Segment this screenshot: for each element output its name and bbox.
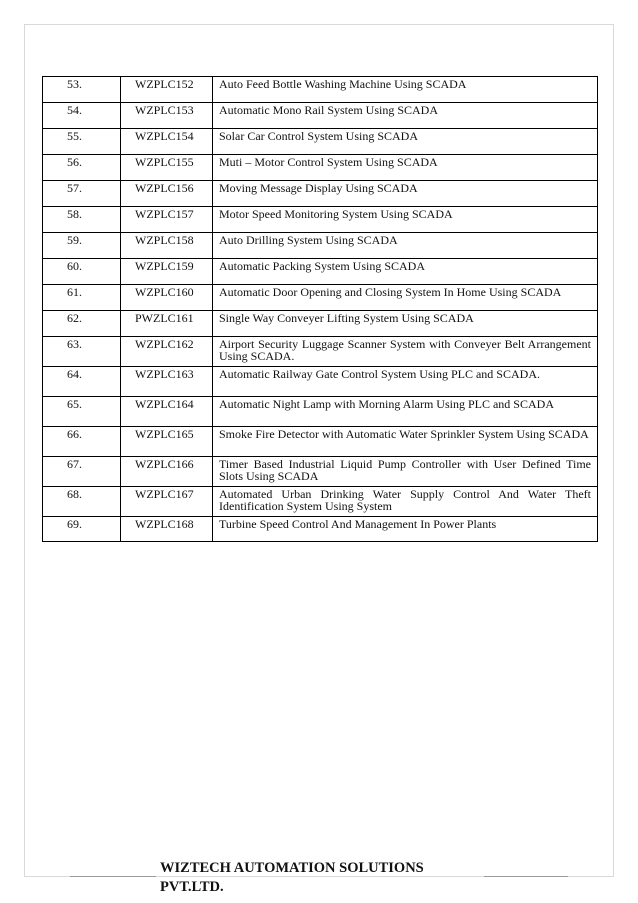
- row-number: 54.: [43, 103, 121, 129]
- project-title: Airport Security Luggage Scanner System with Conveyer Belt Arrangement Using SCADA.: [213, 337, 598, 367]
- footer-company-name: [160, 859, 460, 897]
- row-number: 65.: [43, 397, 121, 427]
- project-title: Moving Message Display Using SCADA: [213, 181, 598, 207]
- project-code: WZPLC152: [121, 77, 213, 103]
- footer-company-line2: PVT.LTD.: [160, 879, 224, 895]
- table-row: [43, 129, 598, 155]
- project-title: Automated Urban Drinking Water Supply Control And Water Theft Identification System Using System: [213, 487, 598, 517]
- footer-divider-left: [70, 876, 156, 877]
- row-number: 69.: [43, 517, 121, 542]
- table-row: [43, 311, 598, 337]
- row-number: 55.: [43, 129, 121, 155]
- project-title: Muti – Motor Control System Using SCADA: [213, 155, 598, 181]
- project-code: WZPLC159: [121, 259, 213, 285]
- table-row: [43, 285, 598, 311]
- table-row: [43, 427, 598, 457]
- project-title: Auto Drilling System Using SCADA: [213, 233, 598, 259]
- project-code: WZPLC160: [121, 285, 213, 311]
- project-title: Auto Feed Bottle Washing Machine Using SCADA: [213, 77, 598, 103]
- table-row: [43, 367, 598, 397]
- project-code: WZPLC163: [121, 367, 213, 397]
- row-number: 64.: [43, 367, 121, 397]
- project-code: WZPLC154: [121, 129, 213, 155]
- project-title: Turbine Speed Control And Management In Power Plants: [213, 517, 598, 542]
- project-title: Automatic Mono Rail System Using SCADA: [213, 103, 598, 129]
- table-row: [43, 487, 598, 517]
- table-row: [43, 155, 598, 181]
- project-title: Automatic Packing System Using SCADA: [213, 259, 598, 285]
- project-code: WZPLC167: [121, 487, 213, 517]
- project-title: Motor Speed Monitoring System Using SCADA: [213, 207, 598, 233]
- project-code: WZPLC166: [121, 457, 213, 487]
- project-code: WZPLC153: [121, 103, 213, 129]
- table-row: [43, 233, 598, 259]
- project-title: Automatic Door Opening and Closing System In Home Using SCADA: [213, 285, 598, 311]
- footer-divider-right: [484, 876, 568, 877]
- table-row: [43, 259, 598, 285]
- project-code: WZPLC165: [121, 427, 213, 457]
- row-number: 60.: [43, 259, 121, 285]
- row-number: 68.: [43, 487, 121, 517]
- project-title: Automatic Railway Gate Control System Using PLC and SCADA.: [213, 367, 598, 397]
- table-row: [43, 457, 598, 487]
- table-row: [43, 517, 598, 542]
- row-number: 57.: [43, 181, 121, 207]
- row-number: 59.: [43, 233, 121, 259]
- table-row: [43, 337, 598, 367]
- row-number: 62.: [43, 311, 121, 337]
- row-number: 63.: [43, 337, 121, 367]
- project-list-table: [42, 76, 598, 542]
- project-title: Single Way Conveyer Lifting System Using SCADA: [213, 311, 598, 337]
- project-title: Timer Based Industrial Liquid Pump Controller with User Defined Time Slots Using SCADA: [213, 457, 598, 487]
- project-code: WZPLC156: [121, 181, 213, 207]
- project-code: PWZLC161: [121, 311, 213, 337]
- footer-company-line1: WIZTECH AUTOMATION SOLUTIONS: [160, 860, 424, 876]
- row-number: 53.: [43, 77, 121, 103]
- project-title: Smoke Fire Detector with Automatic Water Sprinkler System Using SCADA: [213, 427, 598, 457]
- table-row: [43, 207, 598, 233]
- table-row: [43, 103, 598, 129]
- project-code: WZPLC158: [121, 233, 213, 259]
- project-title: Automatic Night Lamp with Morning Alarm Using PLC and SCADA: [213, 397, 598, 427]
- row-number: 58.: [43, 207, 121, 233]
- project-code: WZPLC157: [121, 207, 213, 233]
- project-code: WZPLC155: [121, 155, 213, 181]
- page-footer: [0, 858, 638, 903]
- row-number: 61.: [43, 285, 121, 311]
- project-code: WZPLC168: [121, 517, 213, 542]
- row-number: 66.: [43, 427, 121, 457]
- table-row: [43, 77, 598, 103]
- project-code: WZPLC162: [121, 337, 213, 367]
- project-code: WZPLC164: [121, 397, 213, 427]
- row-number: 67.: [43, 457, 121, 487]
- row-number: 56.: [43, 155, 121, 181]
- table-row: [43, 181, 598, 207]
- project-title: Solar Car Control System Using SCADA: [213, 129, 598, 155]
- table-row: [43, 397, 598, 427]
